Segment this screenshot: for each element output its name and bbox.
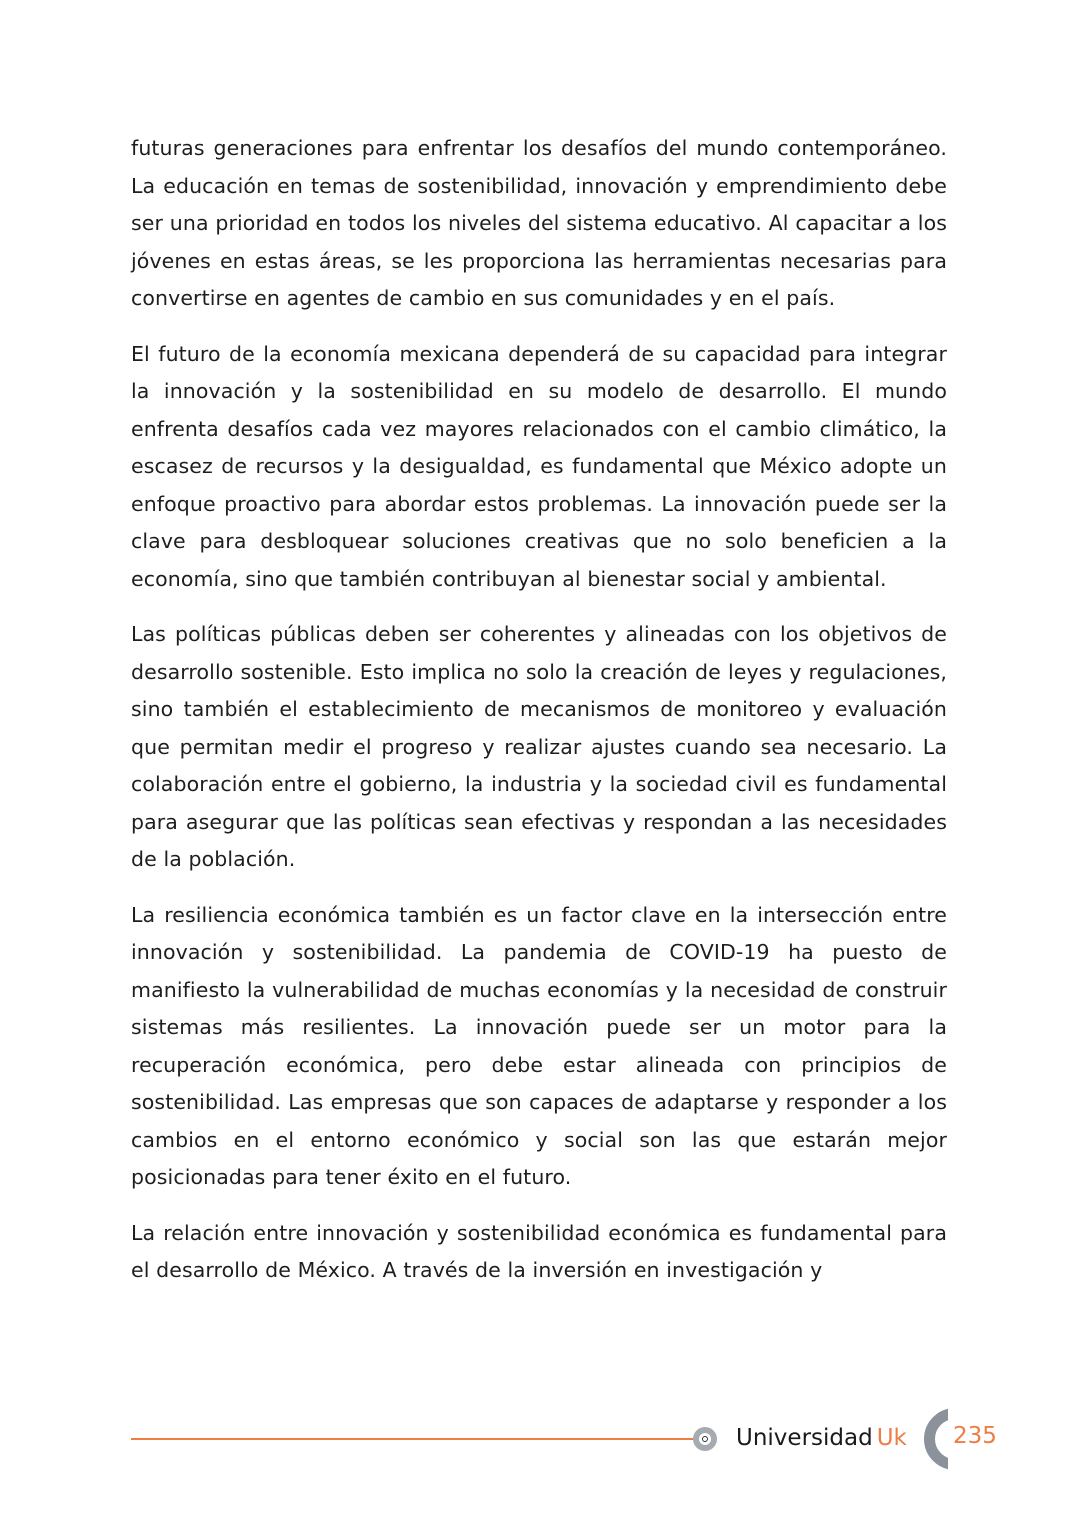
brand-logo bbox=[736, 1422, 907, 1454]
circle-target-icon bbox=[693, 1427, 717, 1451]
page-footer bbox=[0, 1400, 1080, 1480]
footer-divider-line bbox=[131, 1438, 696, 1440]
brand-name: Universidad bbox=[736, 1425, 873, 1451]
paragraph-4: La resiliencia económica también es un factor clave en la intersección entre innovación y sostenibilidad. La pandemia de COVID-19 ha puesto de manifiesto la vulnerabilidad de muchas economías y la necesidad de construir sistemas más resilientes. La innovación puede ser un motor para la recuperación económica, pero debe estar alineada con principios de sostenibilidad. Las empresas que son capaces de adaptarse y responder a los cambios en el entorno económico y social son las que estarán mejor posicionadas para tener éxito en el futuro. bbox=[131, 902, 947, 1189]
half-ring-shape bbox=[924, 1408, 948, 1470]
page-body bbox=[131, 130, 947, 1308]
brand-accent: Uk bbox=[876, 1425, 907, 1451]
half-ring-decoration-icon bbox=[924, 1408, 948, 1470]
paragraph-5: La relación entre innovación y sostenibilidad económica es fundamental para el desarrollo de México. A través de la inversión en investigación y bbox=[131, 1220, 947, 1282]
circle-target-inner bbox=[699, 1433, 711, 1445]
page-number: 235 bbox=[953, 1423, 997, 1449]
circle-target-core bbox=[702, 1436, 708, 1442]
paragraph-1: futuras generaciones para enfrentar los desafíos del mundo contemporáneo. La educación en temas de sostenibilidad, innovación y emprendimiento debe ser una prioridad en todos los niveles del sistema educativo. Al capacitar a los jóvenes en estas áreas, se les proporciona las herramientas necesarias para convertirse en agentes de cambio en sus comunidades y en el país. bbox=[131, 136, 947, 310]
paragraph-3: Las políticas públicas deben ser coherentes y alineadas con los objetivos de desarrollo sostenible. Esto implica no solo la creación de leyes y regulaciones, sino también el establecimiento de mecanismos de monitoreo y evaluación que permitan medir el progreso y realizar ajustes cuando sea necesario. La colaboración entre el gobierno, la industria y la sociedad civil es fundamental para asegurar que las políticas sean efectivas y respondan a las necesidades de la población. bbox=[131, 622, 947, 871]
paragraph-2: El futuro de la economía mexicana dependerá de su capacidad para integrar la innovación y la sostenibilidad en su modelo de desarrollo. El mundo enfrenta desafíos cada vez mayores relacionados con el cambio climático, la escasez de recursos y la desigualdad, es fundamental que México adopte un enfoque proactivo para abordar estos problemas. La innovación puede ser la clave para desbloquear soluciones creativas que no solo beneficien a la economía, sino que también contribuyan al bienestar social y ambiental. bbox=[131, 341, 947, 591]
